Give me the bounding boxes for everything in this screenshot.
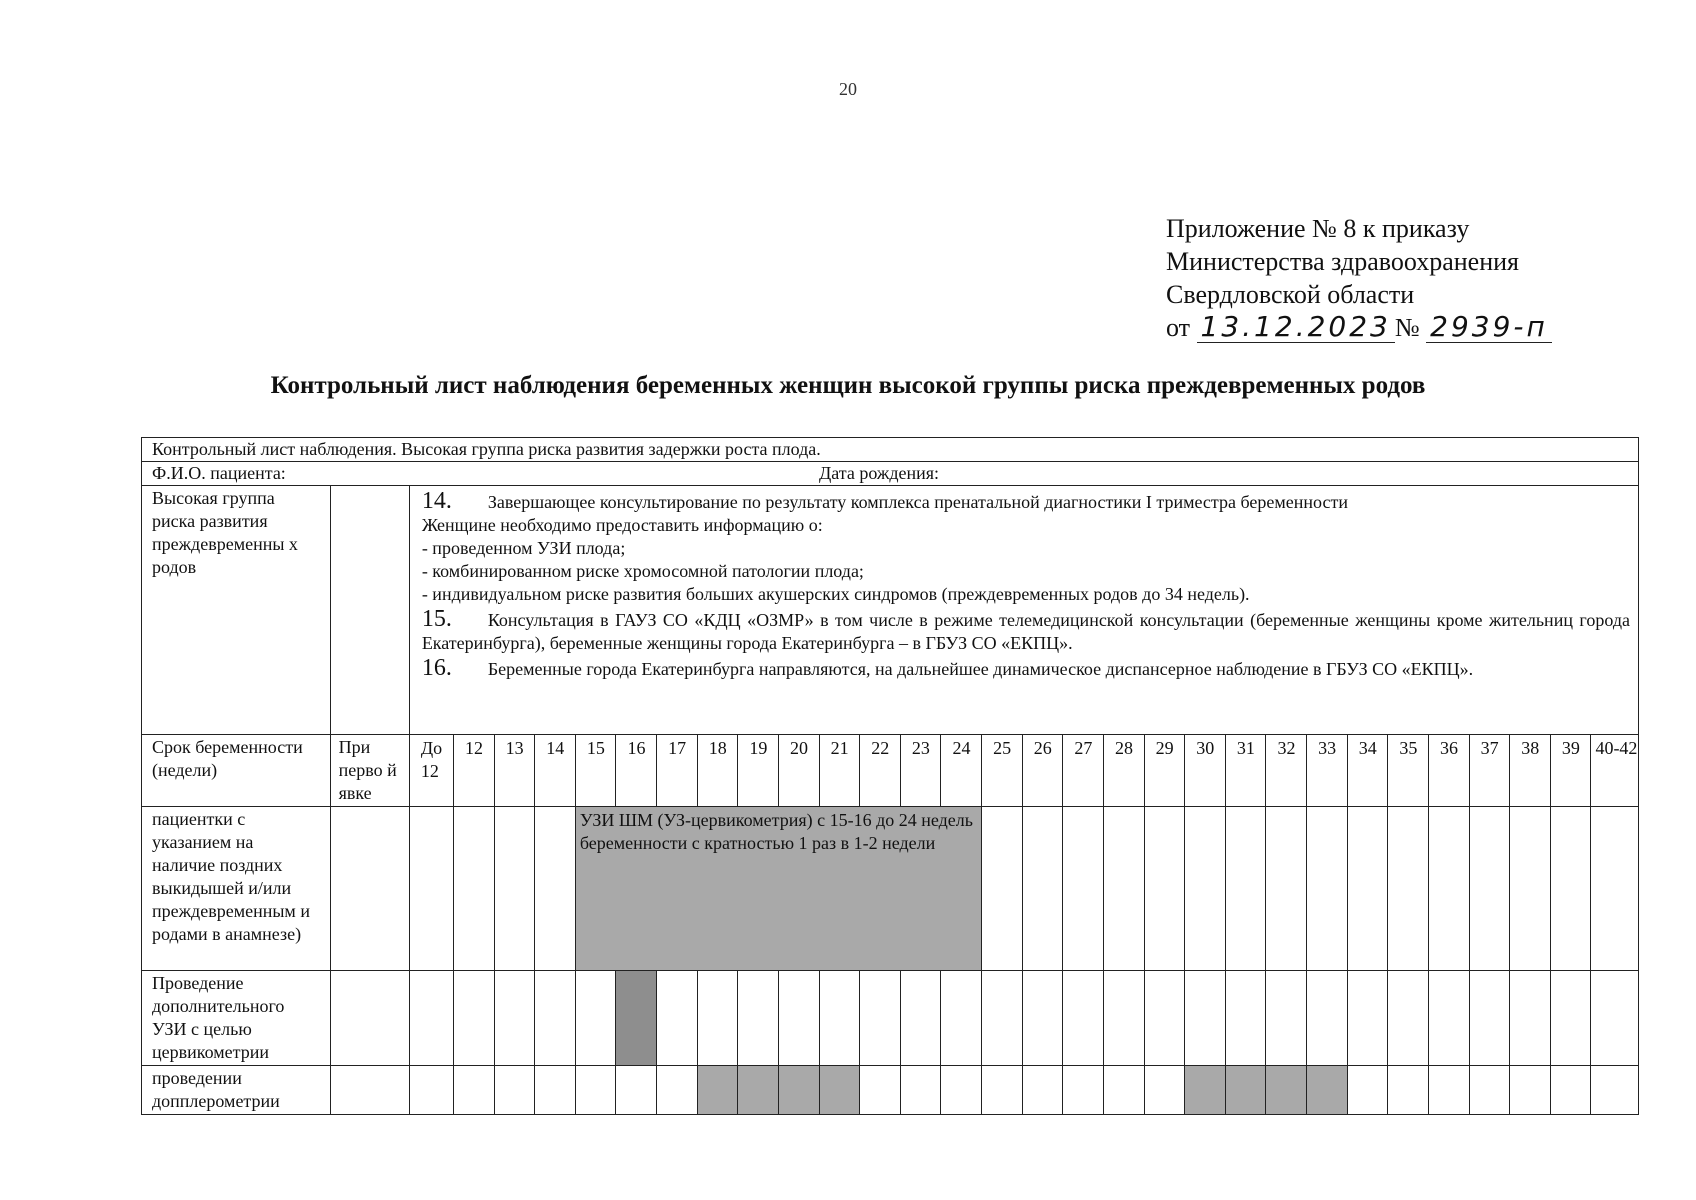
week-value-cell xyxy=(941,1066,982,1115)
week-value-cell xyxy=(657,971,698,1066)
patient-history-label: пациентки с указанием на наличие поздних выкидышей и/или преждевременным и родами в анамнезе) xyxy=(142,807,331,971)
week-value-cell xyxy=(1225,971,1266,1066)
week-value-cell xyxy=(1144,807,1185,971)
item-14-number: 14. xyxy=(421,488,452,514)
appendix-line-2: Министерства здравоохранения xyxy=(1166,247,1519,276)
week-value-cell xyxy=(1144,971,1185,1066)
week-value-cell xyxy=(900,1066,941,1115)
week-value-cell xyxy=(1103,1066,1144,1115)
week-value-cell xyxy=(1022,807,1063,971)
dopplerometry-label: проведении допплерометрии xyxy=(142,1066,331,1115)
week-value-cell xyxy=(860,971,901,1066)
week-cell: 37 xyxy=(1469,735,1510,807)
patient-history-row xyxy=(142,807,1639,971)
week-value-cell xyxy=(1347,1066,1388,1115)
week-value-cell xyxy=(409,1066,453,1115)
week-value-cell xyxy=(738,971,779,1066)
week-value-cell xyxy=(900,971,941,1066)
week-cell: До 12 xyxy=(409,735,453,807)
week-value-cell xyxy=(982,1066,1023,1115)
item-16-text: Беременные города Екатеринбурга направляются, на дальнейшее динамическое диспансерное наблюдение в ГБУЗ СО «ЕКПЦ». xyxy=(487,659,1474,679)
week-value-cell xyxy=(1510,807,1551,971)
item-14-line-2: - проведенном УЗИ плода; xyxy=(421,538,626,558)
week-value-cell xyxy=(453,971,494,1066)
weeks-row xyxy=(142,735,1639,807)
week-value-cell xyxy=(1347,971,1388,1066)
number-label: № xyxy=(1394,313,1420,342)
week-value-cell xyxy=(778,971,819,1066)
cervicometry-note-text: УЗИ ШМ (УЗ-цервикометрия) с 15-16 до 24 недель беременности с кратностью 1 раз в 1-2 недели xyxy=(579,810,973,853)
cervicometry-empty xyxy=(330,971,409,1066)
patient-name-label: Ф.И.О. пациента: xyxy=(152,463,286,483)
item-14 xyxy=(422,490,1630,514)
week-cell: 29 xyxy=(1144,735,1185,807)
week-value-cell xyxy=(1428,971,1469,1066)
week-value-cell xyxy=(535,1066,576,1115)
week-cell: 32 xyxy=(1266,735,1307,807)
appendix-line-1: Приложение № 8 к приказу xyxy=(1166,214,1470,243)
week-cell: 13 xyxy=(494,735,535,807)
week-value-cell xyxy=(1307,971,1348,1066)
order-date: 13.12.2023 xyxy=(1197,312,1395,343)
risk-info-row xyxy=(142,486,1639,735)
week-value-cell xyxy=(1103,971,1144,1066)
week-value-cell xyxy=(1185,1066,1226,1115)
week-cell: 25 xyxy=(982,735,1023,807)
week-value-cell xyxy=(1591,807,1639,971)
week-value-cell xyxy=(535,971,576,1066)
week-value-cell xyxy=(1266,971,1307,1066)
week-cell: 27 xyxy=(1063,735,1104,807)
week-value-cell xyxy=(1428,807,1469,971)
week-value-cell xyxy=(697,971,738,1066)
week-value-cell xyxy=(575,1066,616,1115)
week-value-cell xyxy=(697,1066,738,1115)
week-value-cell xyxy=(494,971,535,1066)
week-cell: 16 xyxy=(616,735,657,807)
item-14-title: Завершающее консультирование по результату комплекса пренатальной диагностики I триместра беременности xyxy=(487,492,1348,512)
week-value-cell xyxy=(1591,971,1639,1066)
week-value-cell xyxy=(1510,1066,1551,1115)
week-value-cell xyxy=(1428,1066,1469,1115)
week-value-cell xyxy=(1510,971,1551,1066)
week-value-cell xyxy=(1225,1066,1266,1115)
appendix-line-4 xyxy=(1166,311,1552,344)
risk-empty-cell xyxy=(330,486,409,735)
week-cell: 24 xyxy=(941,735,982,807)
order-number: 2939-п xyxy=(1426,312,1552,343)
week-cell: 31 xyxy=(1225,735,1266,807)
week-value-cell xyxy=(575,971,616,1066)
dopplerometry-empty xyxy=(330,1066,409,1115)
week-value-cell xyxy=(1103,807,1144,971)
week-cell: 21 xyxy=(819,735,860,807)
item-14-line-3: - комбинированном риске хромосомной патологии плода; xyxy=(421,561,864,581)
patient-row xyxy=(142,462,1639,486)
week-value-cell xyxy=(1185,971,1226,1066)
week-cell: 14 xyxy=(535,735,576,807)
item-15-text: Консультация в ГАУЗ СО «КДЦ «ОЗМР» в том числе в режиме телемедицинской консультации (беременные женщины кроме жительниц города Екатеринбурга), беременные женщины города Екатеринбурга – в ГБУЗ СО «ЕКПЦ». xyxy=(421,610,1630,653)
term-label: Срок беременности (недели) xyxy=(142,735,331,807)
week-value-cell xyxy=(1469,971,1510,1066)
week-value-cell xyxy=(409,971,453,1066)
week-value-cell xyxy=(1022,971,1063,1066)
week-cell: 19 xyxy=(738,735,779,807)
week-cell: 40-42 xyxy=(1591,735,1639,807)
week-value-cell xyxy=(1063,971,1104,1066)
week-cell: 39 xyxy=(1550,735,1591,807)
week-value-cell xyxy=(1388,1066,1429,1115)
cervicometry-label: Проведение дополнительного УЗИ с целью цервикометрии xyxy=(142,971,331,1066)
week-value-cell xyxy=(778,1066,819,1115)
week-value-cell xyxy=(494,1066,535,1115)
week-value-cell xyxy=(1307,1066,1348,1115)
week-value-cell xyxy=(535,807,576,971)
week-cell: 26 xyxy=(1022,735,1063,807)
week-cell: 28 xyxy=(1103,735,1144,807)
week-value-cell xyxy=(616,971,657,1066)
week-value-cell xyxy=(1469,807,1510,971)
item-15-number: 15. xyxy=(421,606,452,632)
patient-history-empty xyxy=(330,807,409,971)
item-16-number: 16. xyxy=(421,655,452,681)
week-value-cell xyxy=(1063,1066,1104,1115)
page-number: 20 xyxy=(839,79,857,99)
table-header-row xyxy=(142,438,1639,462)
week-value-cell xyxy=(1388,807,1429,971)
cervicometry-row xyxy=(142,971,1639,1066)
week-value-cell xyxy=(409,807,453,971)
observation-table xyxy=(141,437,1639,1115)
week-cell: 23 xyxy=(900,735,941,807)
week-value-cell xyxy=(1469,1066,1510,1115)
week-value-cell xyxy=(1388,971,1429,1066)
week-cell: 30 xyxy=(1185,735,1226,807)
patient-cell xyxy=(142,462,1639,486)
week-value-cell xyxy=(1185,807,1226,971)
week-cell: 35 xyxy=(1388,735,1429,807)
week-value-cell xyxy=(1225,807,1266,971)
table-header-title: Контрольный лист наблюдения. Высокая группа риска развития задержки роста плода. xyxy=(142,438,1639,462)
week-cell: 34 xyxy=(1347,735,1388,807)
week-value-cell xyxy=(1550,1066,1591,1115)
item-15 xyxy=(422,608,1630,655)
week-value-cell xyxy=(1144,1066,1185,1115)
item-16 xyxy=(422,657,1630,681)
week-cell: 22 xyxy=(860,735,901,807)
dopplerometry-row xyxy=(142,1066,1639,1115)
week-cell: 17 xyxy=(657,735,698,807)
week-value-cell xyxy=(1591,1066,1639,1115)
week-cell: 33 xyxy=(1307,735,1348,807)
week-value-cell xyxy=(738,1066,779,1115)
week-cell: 38 xyxy=(1510,735,1551,807)
week-value-cell xyxy=(453,1066,494,1115)
week-value-cell xyxy=(657,1066,698,1115)
week-value-cell xyxy=(941,971,982,1066)
week-value-cell xyxy=(819,971,860,1066)
week-value-cell xyxy=(860,1066,901,1115)
document-title: Контрольный лист наблюдения беременных женщин высокой группы риска преждевременных родов xyxy=(270,372,1426,399)
week-value-cell xyxy=(1063,807,1104,971)
week-cell: 18 xyxy=(697,735,738,807)
week-value-cell xyxy=(1022,1066,1063,1115)
appendix-block xyxy=(1166,212,1552,344)
week-value-cell xyxy=(1266,1066,1307,1115)
week-cell: 36 xyxy=(1428,735,1469,807)
week-value-cell xyxy=(494,807,535,971)
week-value-cell xyxy=(453,807,494,971)
week-value-cell xyxy=(982,971,1023,1066)
week-value-cell xyxy=(1550,807,1591,971)
risk-group-label: Высокая группа риска развития преждевременны х родов xyxy=(142,486,331,735)
week-value-cell xyxy=(1307,807,1348,971)
from-label: от xyxy=(1166,313,1191,342)
risk-info-cell xyxy=(409,486,1638,735)
week-value-cell xyxy=(1550,971,1591,1066)
week-value-cell xyxy=(1266,807,1307,971)
week-cell: 20 xyxy=(778,735,819,807)
week-cell: 12 xyxy=(453,735,494,807)
item-14-line-4: - индивидуальном риске развития больших акушерских синдромов (преждевременных родов до 34 недель). xyxy=(421,584,1250,604)
birthdate-label: Дата рождения: xyxy=(819,463,940,483)
week-value-cell xyxy=(616,1066,657,1115)
week-value-cell xyxy=(1347,807,1388,971)
item-14-line-1: Женщине необходимо предоставить информацию о: xyxy=(421,515,823,535)
cervicometry-period-note xyxy=(575,807,981,971)
week-value-cell xyxy=(819,1066,860,1115)
first-visit-label: При перво й явке xyxy=(330,735,409,807)
week-value-cell xyxy=(982,807,1023,971)
week-cell: 15 xyxy=(575,735,616,807)
appendix-line-3: Свердловской области xyxy=(1166,280,1415,309)
